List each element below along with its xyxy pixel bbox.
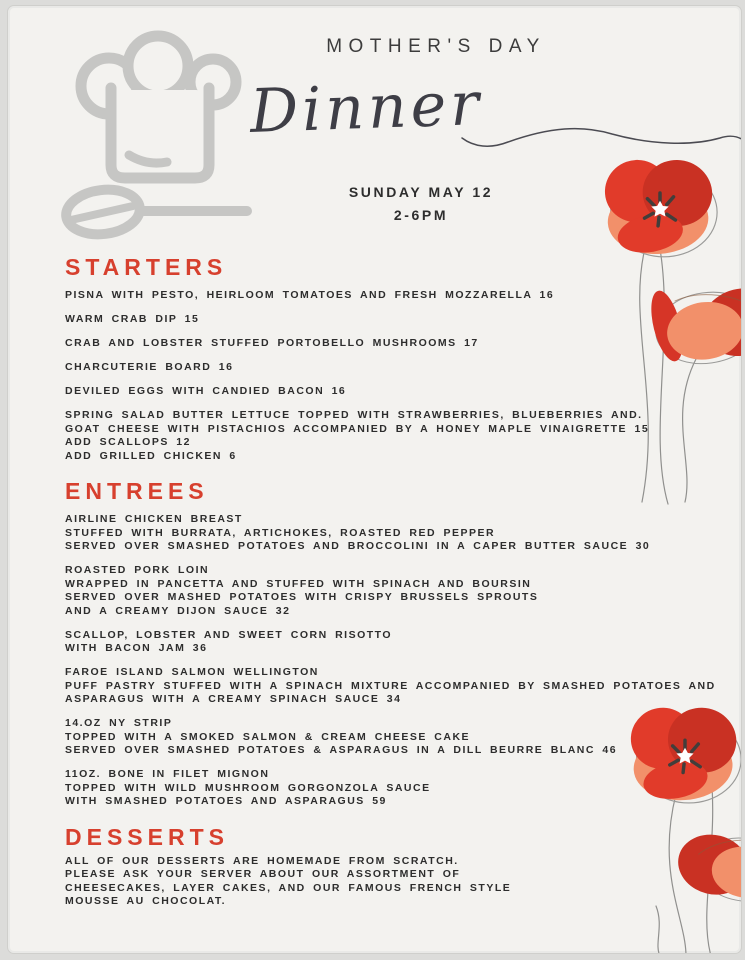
menu-line: PUFF PASTRY STUFFED WITH A SPINACH MIXTURE ACCOMPANIED BY SMASHED POTATOES AND xyxy=(65,679,716,692)
menu-item xyxy=(65,768,716,809)
menu-item xyxy=(65,717,716,758)
event-title: MOTHER'S DAY xyxy=(326,36,546,57)
menu-line: 11OZ. BONE IN FILET MIGNON xyxy=(65,768,270,780)
menu-item xyxy=(65,289,716,303)
menu-line: MOUSSE AU CHOCOLAT. xyxy=(65,895,227,907)
menu-item xyxy=(65,385,716,399)
menu-line: TOPPED WITH WILD MUSHROOM GORGONZOLA SAUCE xyxy=(65,781,431,794)
menu-line: ALL OF OUR DESSERTS ARE HOMEMADE FROM SCRATCH. xyxy=(65,854,459,867)
menu-line: FAROE ISLAND SALMON WELLINGTON xyxy=(65,666,319,678)
menu-page xyxy=(7,5,742,954)
menu-line: AIRLINE CHICKEN BREAST xyxy=(65,513,243,525)
menu-item xyxy=(65,855,716,909)
menu-line: PLEASE ASK YOUR SERVER ABOUT OUR ASSORTMENT OF xyxy=(65,868,461,880)
section-title-entrees: ENTREES xyxy=(65,478,209,504)
menu-line: SERVED OVER SMASHED POTATOES AND BROCCOLINI IN A CAPER BUTTER SAUCE 30 xyxy=(65,540,651,552)
menu-item xyxy=(65,564,716,618)
menu-line: STUFFED WITH BURRATA, ARTICHOKES, ROASTED RED PEPPER xyxy=(65,526,496,539)
menu-line: GOAT CHEESE WITH PISTACHIOS ACCOMPANIED BY A HONEY MAPLE VINAIGRETTE 15 xyxy=(65,422,650,435)
section-starters xyxy=(65,254,716,463)
menu-item xyxy=(65,361,716,375)
menu-item xyxy=(65,313,716,327)
menu-body xyxy=(65,254,716,924)
menu-line: CHARCUTERIE BOARD 16 xyxy=(65,361,234,373)
event-date: SUNDAY MAY 12 xyxy=(348,184,494,200)
menu-line: ADD GRILLED CHICKEN 6 xyxy=(65,449,237,462)
event-time: 2-6PM xyxy=(393,207,449,223)
script-title: Dinner xyxy=(248,68,484,148)
menu-line: AND A CREAMY DIJON SAUCE 32 xyxy=(65,604,291,617)
menu-line: WITH BACON JAM 36 xyxy=(65,642,208,654)
section-title-starters: STARTERS xyxy=(65,254,228,280)
section-title-desserts: DESSERTS xyxy=(65,823,229,850)
menu-item xyxy=(65,409,716,463)
menu-line: SERVED OVER SMASHED POTATOES & ASPARAGUS IN A DILL BEURRE BLANC 46 xyxy=(65,744,618,756)
menu-line: ADD SCALLOPS 12 xyxy=(65,436,191,448)
menu-line: CRAB AND LOBSTER STUFFED PORTOBELLO MUSHROOMS 17 xyxy=(65,337,479,349)
event-datetime xyxy=(321,184,521,223)
menu-line: 14.OZ NY STRIP xyxy=(65,717,173,729)
menu-line: DEVILED EGGS WITH CANDIED BACON 16 xyxy=(65,385,347,397)
menu-item xyxy=(65,337,716,351)
menu-line: ROASTED PORK LOIN xyxy=(65,564,210,576)
menu-line: SPRING SALAD BUTTER LETTUCE TOPPED WITH STRAWBERRIES, BLUEBERRIES AND. xyxy=(65,409,643,421)
menu-line: WRAPPED IN PANCETTA AND STUFFED WITH SPINACH AND BOURSIN xyxy=(65,577,532,590)
menu-line: WARM CRAB DIP 15 xyxy=(65,313,200,325)
section-entrees xyxy=(65,478,716,809)
menu-line: SERVED OVER MASHED POTATOES WITH CRISPY BRUSSELS SPROUTS xyxy=(65,591,539,603)
menu-item xyxy=(65,629,716,656)
section-desserts xyxy=(65,824,716,909)
menu-line: WITH SMASHED POTATOES AND ASPARAGUS 59 xyxy=(65,795,387,807)
menu-line: CHEESECAKES, LAYER CAKES, AND OUR FAMOUS FRENCH STYLE xyxy=(65,881,512,894)
chef-hat-and-spoon-icon xyxy=(41,24,271,254)
menu-line: TOPPED WITH A SMOKED SALMON & CREAM CHEESE CAKE xyxy=(65,730,471,743)
menu-item xyxy=(65,513,716,554)
menu-line: PISNA WITH PESTO, HEIRLOOM TOMATOES AND FRESH MOZZARELLA 16 xyxy=(65,289,555,301)
menu-line: SCALLOP, LOBSTER AND SWEET CORN RISOTTO xyxy=(65,628,393,641)
menu-item xyxy=(65,666,716,707)
menu-line: ASPARAGUS WITH A CREAMY SPINACH SAUCE 34 xyxy=(65,693,402,705)
